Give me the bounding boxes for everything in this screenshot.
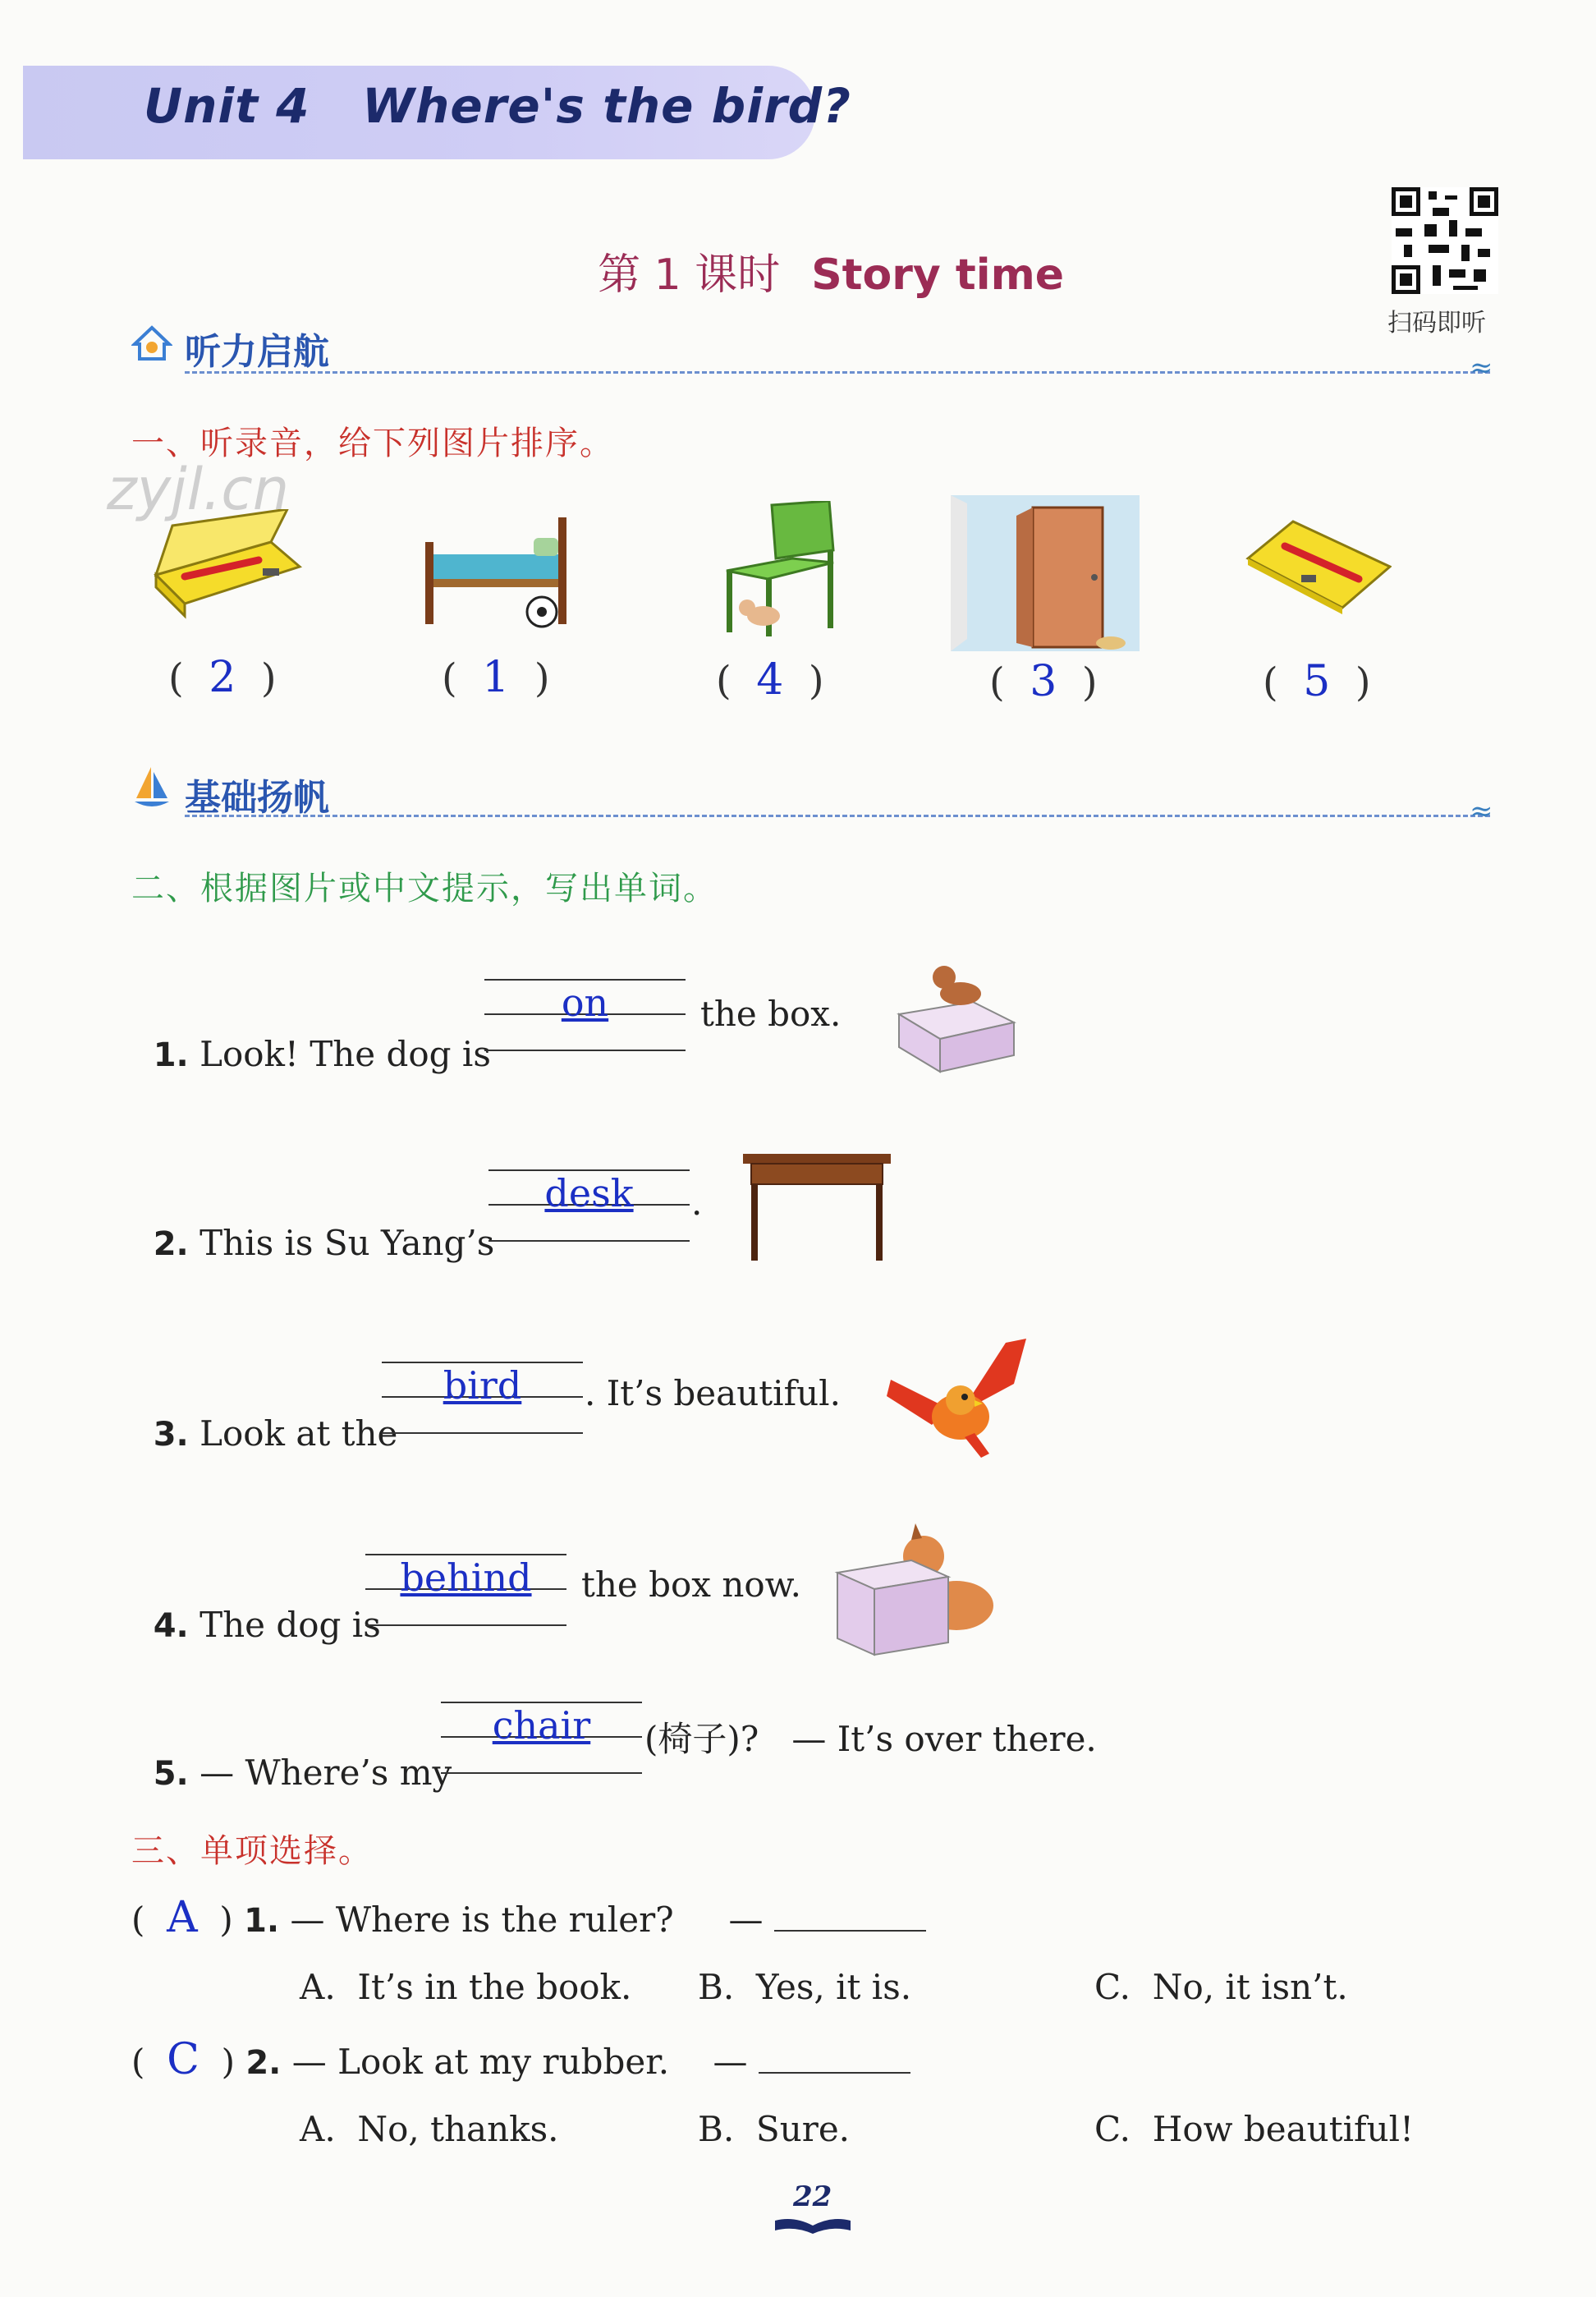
qr-label: 扫码即听 — [1387, 309, 1486, 338]
sailboat-icon — [131, 765, 172, 815]
door-image — [951, 495, 1140, 655]
choice-answer[interactable]: A — [167, 1893, 198, 1942]
lesson-number: 第 1 课时 — [598, 250, 781, 300]
order-answer-2[interactable]: ( 1 ) — [442, 653, 550, 702]
item-text-after: . — [691, 1183, 703, 1223]
reply-blank[interactable] — [774, 1897, 926, 1932]
choice-item-1: ( A ) 1. — Where is the ruler? — — [131, 1893, 926, 1942]
bird-image — [883, 1335, 1039, 1469]
fill-item-1 — [131, 994, 491, 1074]
item-text-after: the box. — [700, 994, 842, 1034]
reply-blank[interactable] — [759, 2039, 910, 2074]
option-a[interactable]: A. It’s in the book. — [300, 1967, 632, 2007]
item-number: 3. — [153, 1416, 189, 1454]
dog-behind-box-image — [833, 1523, 1006, 1666]
item-text-after: the box now. — [581, 1564, 801, 1605]
dog-on-box-image — [883, 949, 1026, 1083]
answer-blank-3[interactable] — [382, 1362, 583, 1434]
order-answer-value: 1 — [482, 653, 510, 702]
order-answer-5[interactable]: ( 5 ) — [1263, 657, 1371, 706]
order-answer-1[interactable]: ( 2 ) — [168, 653, 277, 702]
order-answer-value: 3 — [1030, 657, 1057, 706]
answer-blank-1[interactable] — [484, 979, 686, 1051]
lesson-name: Story time — [811, 250, 1065, 300]
option-b[interactable]: B. Yes, it is. — [698, 1967, 912, 2007]
item-number: 2. — [245, 2044, 282, 2082]
fill-item-4 — [131, 1564, 381, 1645]
blank-answer: on — [561, 981, 609, 1025]
option-a[interactable]: A. No, thanks. — [300, 2109, 559, 2149]
section-divider — [185, 371, 1490, 374]
item-text-before: Look! The dog is — [200, 1034, 491, 1074]
item-text-before: This is Su Yang’s — [200, 1223, 495, 1263]
option-c[interactable]: C. How beautiful! — [1094, 2109, 1414, 2149]
item-text-before: The dog is — [200, 1605, 381, 1645]
page-number: 22 — [793, 2180, 832, 2213]
blank-answer: behind — [400, 1555, 532, 1600]
blank-answer: desk — [544, 1171, 634, 1215]
order-answer-3[interactable]: ( 4 ) — [716, 655, 824, 705]
item-number: 1. — [153, 1036, 189, 1074]
choice-stem: — Look at my rubber. — [291, 2042, 670, 2082]
pencil-box-image — [148, 509, 304, 627]
section-divider — [185, 815, 1490, 817]
house-icon — [131, 324, 172, 365]
book-icon — [773, 2217, 852, 2239]
choice-item-2: ( C ) 2. — Look at my rubber. — — [131, 2035, 910, 2084]
item-text-before: — Where’s my — [200, 1753, 452, 1793]
choice-stem: — Where is the ruler? — [290, 1900, 674, 1940]
lesson-title — [571, 191, 1064, 301]
item-number: 1. — [244, 1902, 280, 1940]
blank-answer: chair — [492, 1703, 591, 1748]
chair-with-cat-image — [714, 501, 837, 644]
unit-title: Unit 4 Where's the bird? — [144, 78, 851, 134]
option-b[interactable]: B. Sure. — [698, 2109, 851, 2149]
watermark: zyjl.cn — [107, 456, 290, 523]
item-number: 2. — [153, 1225, 189, 1263]
choice-answer[interactable]: C — [167, 2035, 200, 2084]
item-number: 4. — [153, 1607, 189, 1645]
blank-answer: bird — [443, 1363, 522, 1408]
qr-code-icon[interactable] — [1392, 187, 1498, 294]
order-answer-4[interactable]: ( 3 ) — [989, 657, 1098, 706]
fill-item-5 — [131, 1712, 452, 1793]
pencil-box-closed-image — [1244, 517, 1392, 619]
order-answer-value: 2 — [209, 653, 236, 702]
question-heading-2: 二、根据图片或中文提示，写出单词。 — [131, 870, 718, 907]
wave-icon: ≈ — [1470, 351, 1493, 384]
item-text-after: . It’s beautiful. — [585, 1373, 841, 1413]
section-heading-basics: 基础扬帆 — [185, 777, 329, 819]
fill-item-3 — [131, 1373, 397, 1454]
desk-image — [739, 1150, 895, 1268]
choice-reply-dash: — — [728, 1900, 764, 1940]
option-c[interactable]: C. No, it isn’t. — [1094, 1967, 1348, 2007]
section-heading-listening: 听力启航 — [185, 331, 329, 373]
item-text-before: Look at the — [200, 1413, 398, 1454]
answer-blank-4[interactable] — [365, 1554, 566, 1626]
bed-with-ball-image — [419, 509, 575, 636]
order-answer-value: 5 — [1303, 657, 1331, 706]
order-answer-value: 4 — [756, 655, 784, 705]
item-text-after: (椅子)? — It’s over there. — [644, 1719, 1097, 1759]
choice-reply-dash: — — [713, 2042, 748, 2082]
wave-icon: ≈ — [1470, 795, 1493, 828]
answer-blank-5[interactable] — [441, 1702, 642, 1774]
answer-blank-2[interactable] — [488, 1169, 690, 1242]
fill-item-2 — [131, 1183, 494, 1263]
item-number: 5. — [153, 1755, 189, 1793]
question-heading-3: 三、单项选择。 — [131, 1832, 373, 1870]
question-heading-1: 一、听录音，给下列图片排序。 — [131, 425, 614, 462]
